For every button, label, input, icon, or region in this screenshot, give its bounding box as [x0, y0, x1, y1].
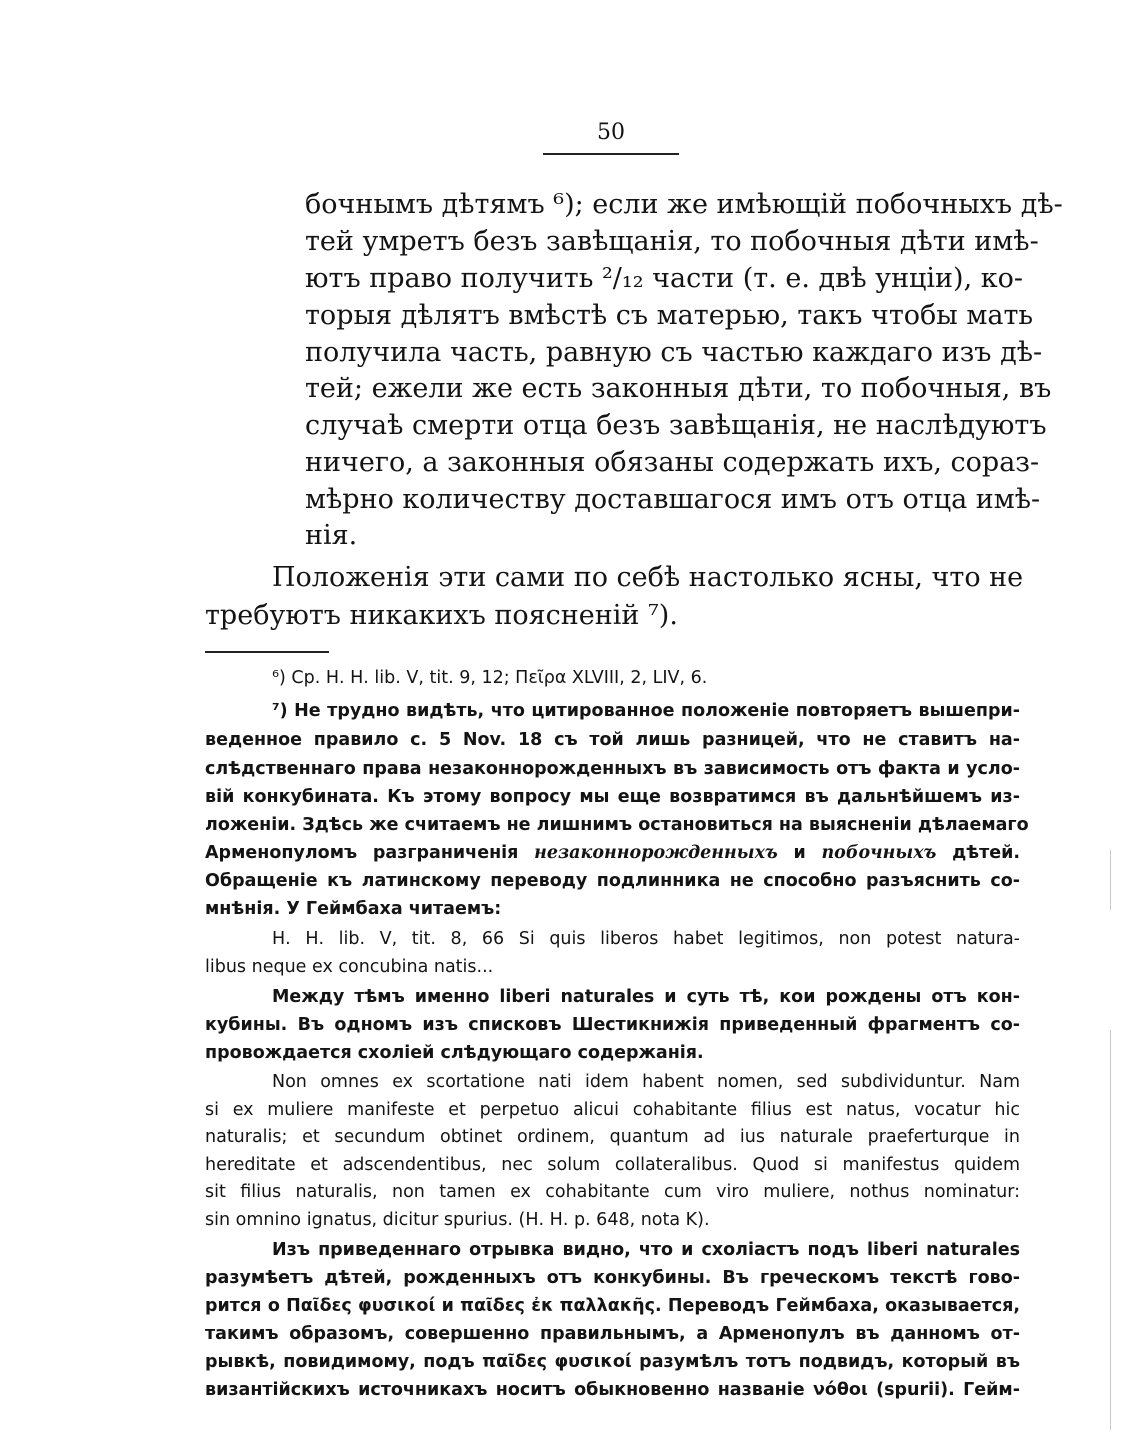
latin-line: hereditate et adscendentibus, nec solum collateralibus. Quod si manifestus quidem [205, 1155, 1020, 1175]
paragraph-line: рится о Παῖδες φυσικοί и παῖδες ἐκ παλλακῆς. Переводъ Геймбаха, оказывается, [205, 1296, 1020, 1316]
text-line: получила часть, равную съ частью каждаго изъ дѣ- [305, 337, 1043, 368]
text-line: ничего, а законныя обязаны содержать ихъ, сораз- [305, 447, 1040, 478]
paragraph-line: Между тѣмъ именно liberi naturales и суть тѣ, кои рождены отъ кон- [272, 987, 1020, 1007]
footnote-7-line: ⁷) Не трудно видѣть, что цитированное положеніе повторяетъ вышепри- [272, 701, 1020, 721]
footnote-7-line: ложеніи. Здѣсь же считаемъ не лишнимъ остановиться на выясненіи дѣлаемаго [205, 815, 1029, 835]
text-line: нія. [305, 520, 358, 551]
scan-artifact [1110, 1030, 1111, 1430]
paragraph-line: Изъ приведеннаго отрывка видно, что и схоліастъ подъ liberi naturales [272, 1240, 1020, 1260]
footnote-rule [205, 651, 329, 653]
latin-line: sit filius naturalis, non tamen ex cohabitante cum viro muliere, nothus nominatur: [205, 1182, 1020, 1202]
paragraph-line: провождается схоліей слѣдующаго содержанія. [205, 1043, 704, 1063]
text-line: тей умретъ безъ завѣщанія, то побочныя дѣти имѣ- [305, 226, 1039, 257]
footnote-7-line: слѣдственнаго права незаконнорожденныхъ въ зависимость отъ факта и усло- [205, 759, 1020, 779]
text-line: требуютъ никакихъ поясненій ⁷). [205, 600, 678, 631]
paragraph-line: такимъ образомъ, совершенно правильнымъ, а Арменопулъ въ данномъ от- [205, 1324, 1020, 1344]
text-line: Положенія эти сами по себѣ настолько ясны, что не [272, 562, 1024, 593]
text-line: бочнымъ дѣтямъ ⁶); если же имѣющій побочныхъ дѣ- [305, 189, 1063, 220]
latin-line: si ex muliere manifeste et perpetuo alicui cohabitante filius est natus, vocatur hic [205, 1100, 1020, 1120]
footnote-7-line: вій конкубината. Къ этому вопросу мы еще возвратимся въ дальнѣйшемъ из- [205, 787, 1020, 807]
footnote-6: ⁶) Ср. Н. Н. lib. V, tit. 9, 12; Πεῖρα XLVIII, 2, LIV, 6. [272, 668, 708, 688]
text-segment: и [793, 843, 806, 863]
page-number: 50 [597, 120, 625, 145]
scan-artifact [1110, 850, 1111, 910]
quote-line: Н. Н. lib. V, tit. 8, 66 Si quis liberos habet legitimos, non potest natura- [272, 929, 1020, 949]
latin-line: Non omnes ex scortatione nati idem habent nomen, sed subdividuntur. Nam [272, 1072, 1020, 1092]
footnote-7-line [205, 840, 1020, 866]
paragraph-line: рывкѣ, повидимому, подъ παῖδες φυσικοί разумѣлъ тотъ подвидъ, который въ [205, 1352, 1020, 1372]
text-line: ютъ право получить ²/₁₂ части (т. е. двѣ унціи), ко- [305, 263, 1024, 294]
paragraph-line: кубины. Въ одномъ изъ списковъ Шестикнижія приведенный фрагментъ со- [205, 1015, 1020, 1035]
text-segment: Арменопуломъ разграниченія [205, 843, 519, 863]
text-segment: дѣтей. [952, 843, 1021, 863]
italic-term: побочныхъ [821, 843, 937, 863]
text-line: тей; ежели же есть законныя дѣти, то побочныя, въ [305, 373, 1052, 404]
quote-line: libus neque ex concubina natis... [205, 957, 494, 977]
paragraph-line: разумѣетъ дѣтей, рожденныхъ отъ конкубины. Въ греческомъ текстѣ гово- [205, 1268, 1020, 1288]
footnote-7-line: веденное правило с. 5 Nov. 18 съ той лишь разницей, что не ставитъ на- [205, 730, 1020, 750]
latin-line: naturalis; et secundum obtinet ordinem, quantum ad ius naturale praeferturque in [205, 1127, 1020, 1147]
text-line: случаѣ смерти отца безъ завѣщанія, не наслѣдуютъ [305, 410, 1047, 441]
text-line: торыя дѣлятъ вмѣстѣ съ матерью, такъ чтобы мать [305, 300, 1034, 331]
footnote-7-line: мнѣнія. У Геймбаха читаемъ: [205, 899, 502, 919]
text-line: мѣрно количеству доставшагося имъ отъ отца имѣ- [305, 484, 1041, 515]
latin-line: sin omnino ignatus, dicitur spurius. (Н. Н. р. 648, nota K). [205, 1210, 710, 1230]
paragraph-line: византійскихъ источникахъ носитъ обыкновенно названіе νόθοι (spurii). Гейм- [205, 1380, 1020, 1400]
header-rule [543, 153, 679, 155]
footnote-7-line: Обращеніе къ латинскому переводу подлинника не способно разъяснить со- [205, 871, 1020, 891]
italic-term: незаконнорожденныхъ [534, 843, 778, 863]
